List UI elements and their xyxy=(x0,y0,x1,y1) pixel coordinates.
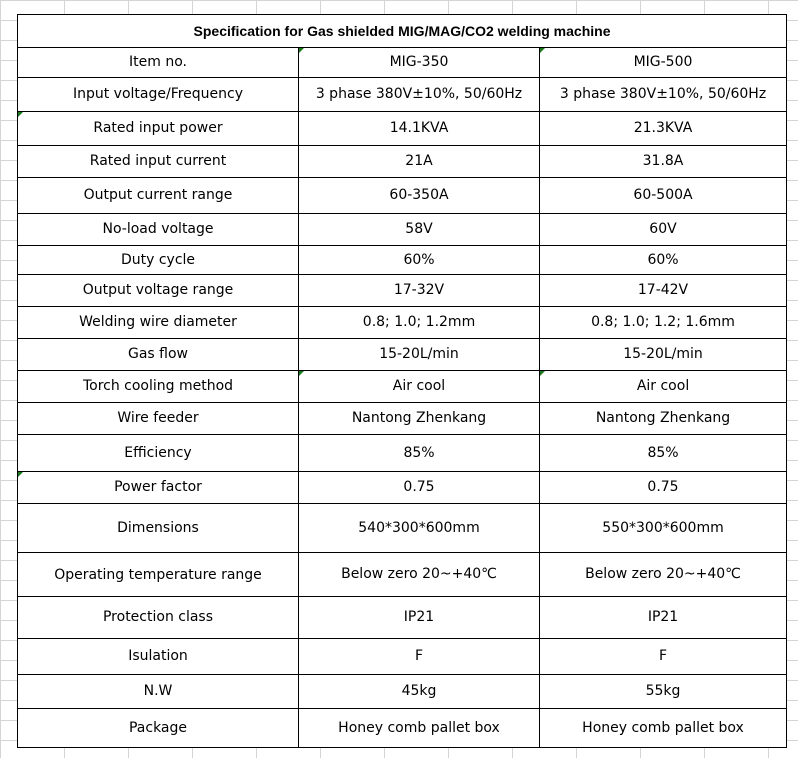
row-label[interactable]: Rated input power xyxy=(18,112,299,146)
row-value-a[interactable]: Air cool xyxy=(299,371,540,403)
row-value-b[interactable]: 60-500A xyxy=(540,178,787,214)
row-value-a[interactable]: Nantong Zhenkang xyxy=(299,403,540,435)
row-value-b[interactable]: 0.75 xyxy=(540,472,787,504)
row-value-b[interactable]: 17-42V xyxy=(540,275,787,307)
row-value-a[interactable]: 14.1KVA xyxy=(299,112,540,146)
row-value-a[interactable]: F xyxy=(299,639,540,675)
table-row xyxy=(18,403,787,435)
header-model-b[interactable]: MIG-500 xyxy=(540,48,787,78)
header-item-no[interactable]: Item no. xyxy=(18,48,299,78)
row-value-a[interactable]: 15-20L/min xyxy=(299,339,540,371)
row-value-b[interactable]: IP21 xyxy=(540,597,787,639)
row-value-a[interactable]: 3 phase 380V±10%, 50/60Hz xyxy=(299,78,540,112)
row-value-b[interactable]: Below zero 20~+40℃ xyxy=(540,553,787,597)
spec-table xyxy=(17,14,787,748)
table-row xyxy=(18,146,787,178)
row-label[interactable]: Gas flow xyxy=(18,339,299,371)
table-title[interactable]: Specification for Gas shielded MIG/MAG/CO2 welding machine xyxy=(18,15,787,48)
row-label[interactable]: Package xyxy=(18,709,299,748)
header-row xyxy=(18,48,787,78)
row-value-b[interactable]: 3 phase 380V±10%, 50/60Hz xyxy=(540,78,787,112)
table-row xyxy=(18,435,787,472)
row-label[interactable]: Protection class xyxy=(18,597,299,639)
row-value-b[interactable]: 550*300*600mm xyxy=(540,504,787,553)
row-value-a[interactable]: Honey comb pallet box xyxy=(299,709,540,748)
row-value-b[interactable]: 31.8A xyxy=(540,146,787,178)
table-row xyxy=(18,307,787,339)
table-row xyxy=(18,709,787,748)
row-value-a[interactable]: 0.8; 1.0; 1.2mm xyxy=(299,307,540,339)
table-row xyxy=(18,339,787,371)
table-row xyxy=(18,553,787,597)
row-value-b[interactable]: F xyxy=(540,639,787,675)
title-row xyxy=(18,15,787,48)
row-value-b[interactable]: 85% xyxy=(540,435,787,472)
row-label[interactable]: Torch cooling method xyxy=(18,371,299,403)
row-value-b[interactable]: Honey comb pallet box xyxy=(540,709,787,748)
row-value-b[interactable]: 55kg xyxy=(540,675,787,709)
row-label[interactable]: N.W xyxy=(18,675,299,709)
table-row xyxy=(18,597,787,639)
row-value-a[interactable]: 60% xyxy=(299,246,540,275)
row-label[interactable]: Duty cycle xyxy=(18,246,299,275)
row-label[interactable]: No-load voltage xyxy=(18,214,299,246)
row-value-a[interactable]: 58V xyxy=(299,214,540,246)
row-value-b[interactable]: 60% xyxy=(540,246,787,275)
row-value-a[interactable]: IP21 xyxy=(299,597,540,639)
row-value-a[interactable]: 21A xyxy=(299,146,540,178)
row-value-a[interactable]: 85% xyxy=(299,435,540,472)
header-model-a[interactable]: MIG-350 xyxy=(299,48,540,78)
row-value-a[interactable]: 45kg xyxy=(299,675,540,709)
table-row xyxy=(18,112,787,146)
row-label[interactable]: Operating temperature range xyxy=(18,553,299,597)
row-value-b[interactable]: 60V xyxy=(540,214,787,246)
table-row xyxy=(18,504,787,553)
table-row xyxy=(18,275,787,307)
row-label[interactable]: Wire feeder xyxy=(18,403,299,435)
row-label[interactable]: Dimensions xyxy=(18,504,299,553)
row-label[interactable]: Power factor xyxy=(18,472,299,504)
table-row xyxy=(18,639,787,675)
table-row xyxy=(18,178,787,214)
row-value-b[interactable]: 15-20L/min xyxy=(540,339,787,371)
row-value-a[interactable]: Below zero 20~+40℃ xyxy=(299,553,540,597)
row-value-a[interactable]: 0.75 xyxy=(299,472,540,504)
row-value-b[interactable]: 0.8; 1.0; 1.2; 1.6mm xyxy=(540,307,787,339)
row-label[interactable]: Rated input current xyxy=(18,146,299,178)
row-label[interactable]: Output voltage range xyxy=(18,275,299,307)
table-row xyxy=(18,78,787,112)
row-label[interactable]: Welding wire diameter xyxy=(18,307,299,339)
table-row xyxy=(18,371,787,403)
row-value-b[interactable]: Nantong Zhenkang xyxy=(540,403,787,435)
row-label[interactable]: Input voltage/Frequency xyxy=(18,78,299,112)
table-row xyxy=(18,246,787,275)
row-label[interactable]: Isulation xyxy=(18,639,299,675)
row-value-a[interactable]: 17-32V xyxy=(299,275,540,307)
row-label[interactable]: Efficiency xyxy=(18,435,299,472)
table-row xyxy=(18,675,787,709)
row-value-b[interactable]: 21.3KVA xyxy=(540,112,787,146)
row-value-b[interactable]: Air cool xyxy=(540,371,787,403)
row-label[interactable]: Output current range xyxy=(18,178,299,214)
row-value-a[interactable]: 540*300*600mm xyxy=(299,504,540,553)
table-row xyxy=(18,214,787,246)
table-row xyxy=(18,472,787,504)
row-value-a[interactable]: 60-350A xyxy=(299,178,540,214)
